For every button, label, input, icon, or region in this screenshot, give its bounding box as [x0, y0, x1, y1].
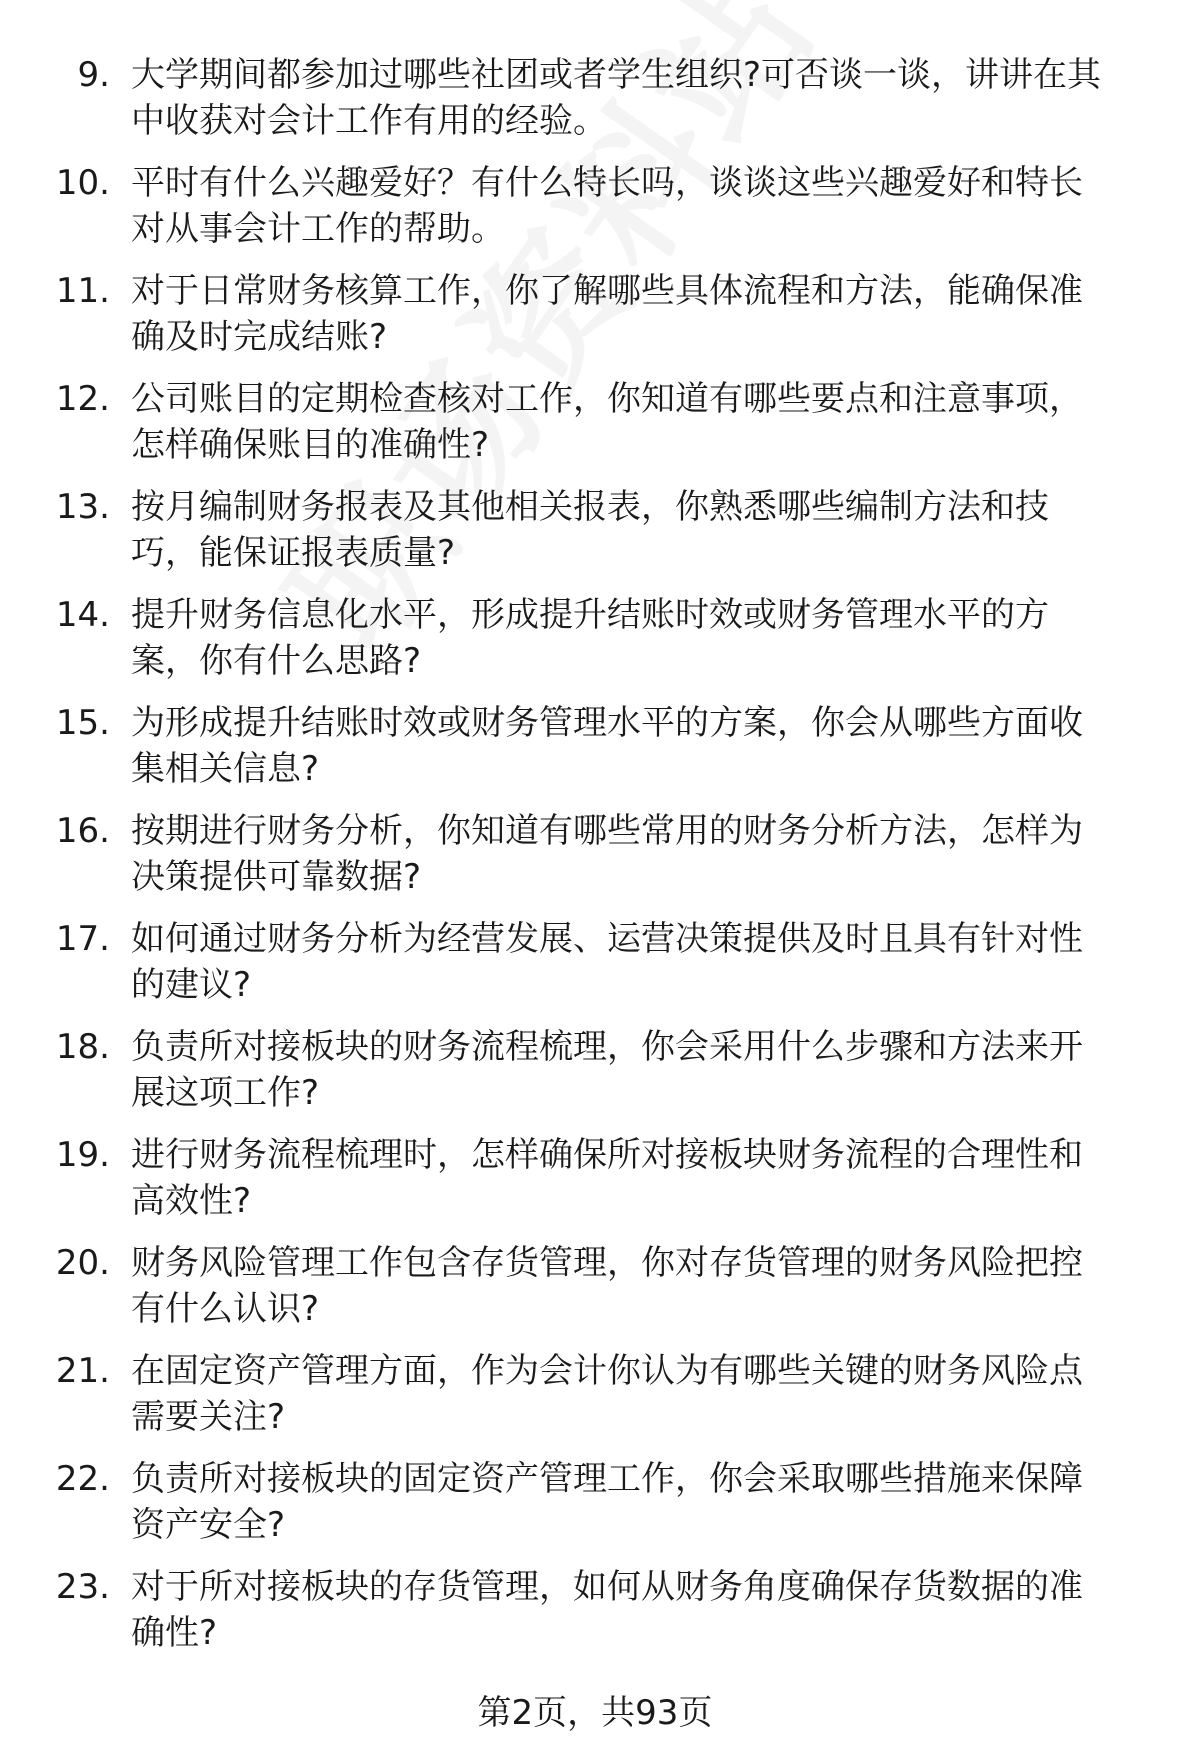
question-line: 平时有什么兴趣爱好？有什么特长吗，谈谈这些兴趣爱好和特长	[131, 163, 1083, 203]
question-item	[0, 160, 1190, 268]
question-number: 14.	[55, 595, 110, 635]
question-item	[0, 1240, 1190, 1348]
question-number: 13.	[55, 487, 110, 527]
question-line: 大学期间都参加过哪些社团或者学生组织?可否谈一谈，讲讲在其	[131, 55, 1102, 95]
question-line: 对于所对接板块的存货管理，如何从财务角度确保存货数据的准	[131, 1567, 1083, 1607]
question-item	[0, 52, 1190, 160]
question-item	[0, 1456, 1190, 1564]
question-line: 巧，能保证报表质量?	[131, 533, 456, 573]
question-line: 资产安全?	[131, 1505, 286, 1545]
question-text	[131, 592, 1151, 684]
question-line: 的建议?	[131, 965, 252, 1005]
question-item	[0, 808, 1190, 916]
question-line: 对从事会计工作的帮助。	[131, 209, 505, 249]
question-line: 确性?	[131, 1613, 218, 1653]
page-indicator: 第2页，共93页	[477, 1693, 713, 1733]
question-line: 怎样确保账目的准确性?	[131, 425, 490, 465]
question-item	[0, 1132, 1190, 1240]
question-number: 16.	[55, 811, 110, 851]
question-number: 18.	[55, 1027, 110, 1067]
question-item	[0, 700, 1190, 808]
question-line: 高效性?	[131, 1181, 252, 1221]
question-text	[131, 268, 1151, 360]
question-item	[0, 1564, 1190, 1672]
question-text	[131, 1348, 1151, 1440]
question-item	[0, 1348, 1190, 1456]
question-line: 负责所对接板块的固定资产管理工作，你会采取哪些措施来保障	[131, 1459, 1083, 1499]
question-line: 展这项工作?	[131, 1073, 320, 1113]
question-line: 按月编制财务报表及其他相关报表，你熟悉哪些编制方法和技	[131, 487, 1049, 527]
question-item	[0, 484, 1190, 592]
question-text	[131, 808, 1151, 900]
question-line: 需要关注?	[131, 1397, 286, 1437]
question-number: 23.	[55, 1567, 110, 1607]
question-line: 公司账目的定期检查核对工作，你知道有哪些要点和注意事项，	[131, 379, 1083, 419]
question-line: 为形成提升结账时效或财务管理水平的方案，你会从哪些方面收	[131, 703, 1083, 743]
question-line: 按期进行财务分析，你知道有哪些常用的财务分析方法，怎样为	[131, 811, 1083, 851]
question-text	[131, 700, 1151, 792]
question-number: 21.	[55, 1351, 110, 1391]
question-text	[131, 52, 1151, 144]
question-number: 15.	[55, 703, 110, 743]
question-text	[131, 160, 1151, 252]
question-number: 11.	[55, 271, 110, 311]
question-text	[131, 1240, 1151, 1332]
question-text	[131, 1456, 1151, 1548]
question-line: 提升财务信息化水平，形成提升结账时效或财务管理水平的方	[131, 595, 1049, 635]
question-item	[0, 268, 1190, 376]
question-text	[131, 376, 1151, 468]
question-number: 17.	[55, 919, 110, 959]
question-text	[131, 1564, 1151, 1656]
question-line: 对于日常财务核算工作，你了解哪些具体流程和方法，能确保准	[131, 271, 1083, 311]
question-number: 10.	[55, 163, 110, 203]
question-line: 案，你有什么思路?	[131, 641, 422, 681]
question-number: 12.	[55, 379, 110, 419]
question-line: 负责所对接板块的财务流程梳理，你会采用什么步骤和方法来开	[131, 1027, 1083, 1067]
question-item	[0, 1024, 1190, 1132]
question-line: 在固定资产管理方面，作为会计你认为有哪些关键的财务风险点	[131, 1351, 1083, 1391]
question-text	[131, 1132, 1151, 1224]
question-number: 9.	[77, 55, 110, 95]
question-item	[0, 916, 1190, 1024]
question-item	[0, 592, 1190, 700]
question-text	[131, 1024, 1151, 1116]
question-number: 22.	[55, 1459, 110, 1499]
question-list	[0, 52, 1190, 1672]
question-number: 20.	[55, 1243, 110, 1283]
question-line: 财务风险管理工作包含存货管理，你对存货管理的财务风险把控	[131, 1243, 1083, 1283]
question-line: 中收获对会计工作有用的经验。	[131, 101, 607, 141]
question-line: 如何通过财务分析为经营发展、运营决策提供及时且具有针对性	[131, 919, 1083, 959]
question-line: 决策提供可靠数据?	[131, 857, 422, 897]
question-number: 19.	[55, 1135, 110, 1175]
question-line: 进行财务流程梳理时，怎样确保所对接板块财务流程的合理性和	[131, 1135, 1083, 1175]
question-text	[131, 916, 1151, 1008]
question-item	[0, 376, 1190, 484]
question-line: 集相关信息?	[131, 749, 320, 789]
question-text	[131, 484, 1151, 576]
question-line: 确及时完成结账?	[131, 317, 388, 357]
question-line: 有什么认识?	[131, 1289, 320, 1329]
